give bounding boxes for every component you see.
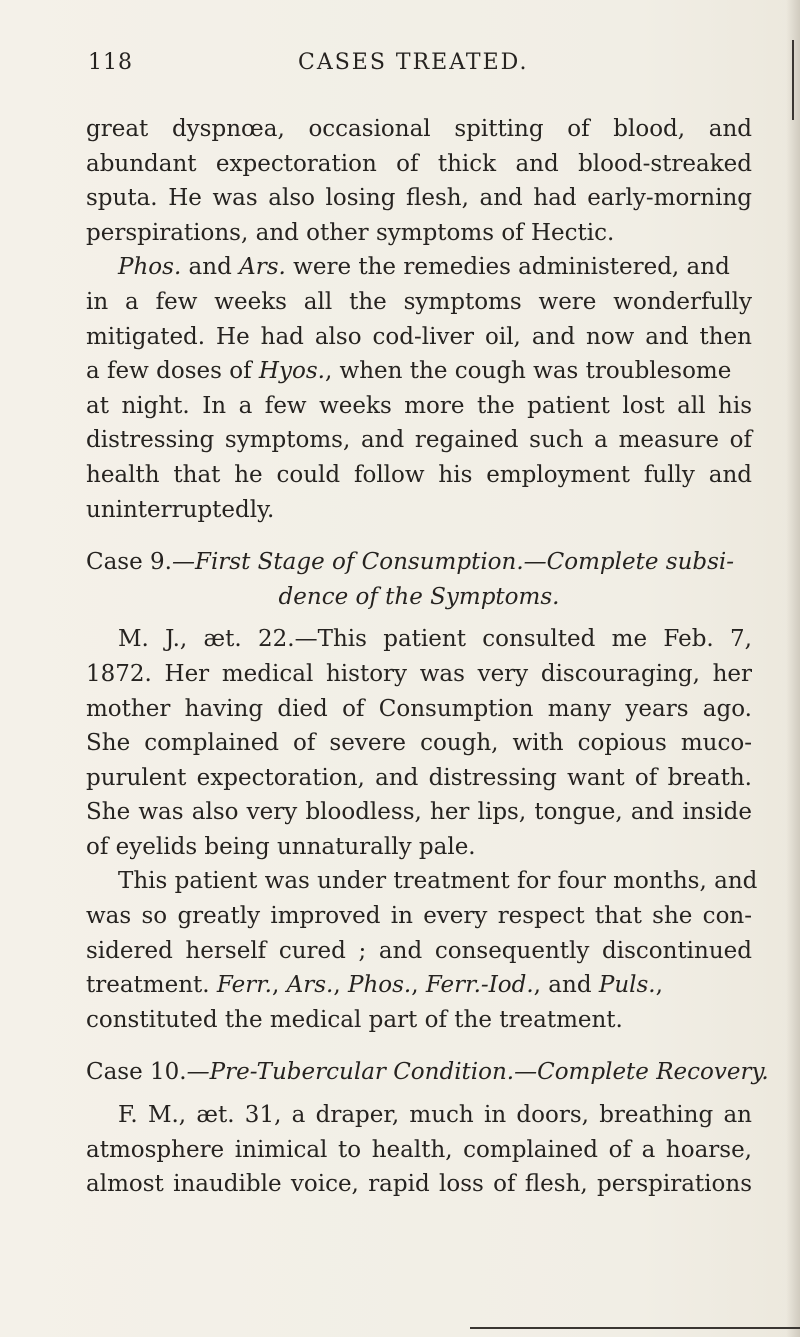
text-fragment: treatment. xyxy=(86,972,217,999)
text-line: 1872. Her medical history was very discouraging, her xyxy=(86,660,752,687)
case-heading xyxy=(86,545,752,580)
text-fragment: were the remedies administered, and xyxy=(285,254,730,281)
text-line: at night. In a few weeks more the patient lost all his xyxy=(86,392,752,419)
text-line: sputa. He was also losing flesh, and had early-morning xyxy=(86,185,752,212)
text-line: mother having died of Consumption many years ago. xyxy=(86,695,752,722)
text-line: F. M., æt. 31, a draper, much in doors, breathing an xyxy=(118,1102,752,1129)
text-line: distressing symptoms, and regained such a measure of xyxy=(86,427,752,454)
text-fragment: , xyxy=(272,972,287,999)
remedy-name: Ars. xyxy=(286,972,334,999)
text-line: abundant expectoration of thick and blood-streaked xyxy=(86,150,752,177)
page-bottom-rule xyxy=(470,1327,800,1329)
page-number: 118 xyxy=(88,50,133,75)
text-line xyxy=(86,968,752,1003)
remedy-name: Ferr. xyxy=(216,972,272,999)
text-line xyxy=(86,354,752,389)
text-line: in a few weeks all the symptoms were wonderfully xyxy=(86,288,752,315)
text-line: She was also very bloodless, her lips, tongue, and inside xyxy=(86,799,752,826)
text-line: constituted the medical part of the treatment. xyxy=(86,1006,623,1033)
remedy-name: Puls. xyxy=(598,972,656,999)
text-line: great dyspnœa, occasional spitting of blood, and xyxy=(86,116,752,142)
running-head: CASES TREATED. xyxy=(298,50,529,75)
text-line: mitigated. He had also cod-liver oil, and now and then xyxy=(86,323,752,350)
case-title-continued: dence of the Symptoms. xyxy=(278,583,560,610)
remedy-name: Hyos. xyxy=(258,358,325,385)
remedy-name: Phos. xyxy=(118,254,182,281)
text-line: purulent expectoration, and distressing want of breath. xyxy=(86,764,752,791)
text-line: perspirations, and other symptoms of Hectic. xyxy=(86,219,615,246)
text-line: This patient was under treatment for four months, and xyxy=(118,868,758,895)
remedy-name: Ars. xyxy=(239,254,286,281)
remedy-name: Phos. xyxy=(347,972,412,999)
page-edge-line xyxy=(792,40,794,120)
text-fragment: a few doses of xyxy=(86,358,259,385)
remedy-name: Ferr.-Iod. xyxy=(425,972,534,999)
text-line xyxy=(86,250,752,285)
text-fragment: , and xyxy=(533,972,599,999)
body-text xyxy=(86,112,769,1202)
case-heading xyxy=(86,1055,769,1090)
text-line: almost inaudible voice, rapid loss of flesh, perspirations xyxy=(86,1171,752,1198)
case-label: Case 10. xyxy=(86,1059,187,1086)
text-fragment: , xyxy=(333,972,348,999)
text-line: was so greatly improved in every respect that she con- xyxy=(86,903,752,930)
case-title: —Pre-Tubercular Condition.—Complete Recovery. xyxy=(186,1059,769,1086)
text-line: M. J., æt. 22.—This patient consulted me Feb. 7, xyxy=(118,626,752,653)
text-fragment: , xyxy=(411,972,426,999)
text-fragment: , xyxy=(655,972,663,999)
text-fragment: , when the cough was troublesome xyxy=(324,358,732,385)
text-fragment: and xyxy=(181,254,240,281)
case-title: —First Stage of Consumption.—Complete subsi- xyxy=(171,549,735,576)
text-line: sidered herself cured ; and consequently discontinued xyxy=(86,937,752,964)
page-header xyxy=(88,50,748,80)
text-line: atmosphere inimical to health, complained of a hoarse, xyxy=(86,1136,752,1163)
page-edge-shadow xyxy=(786,0,800,1337)
text-line: health that he could follow his employment fully and xyxy=(86,461,752,488)
text-line: uninterruptedly. xyxy=(86,496,275,523)
text-line: of eyelids being unnaturally pale. xyxy=(86,833,476,860)
case-label: Case 9. xyxy=(86,549,172,576)
text-line: She complained of severe cough, with copious muco- xyxy=(86,730,752,757)
